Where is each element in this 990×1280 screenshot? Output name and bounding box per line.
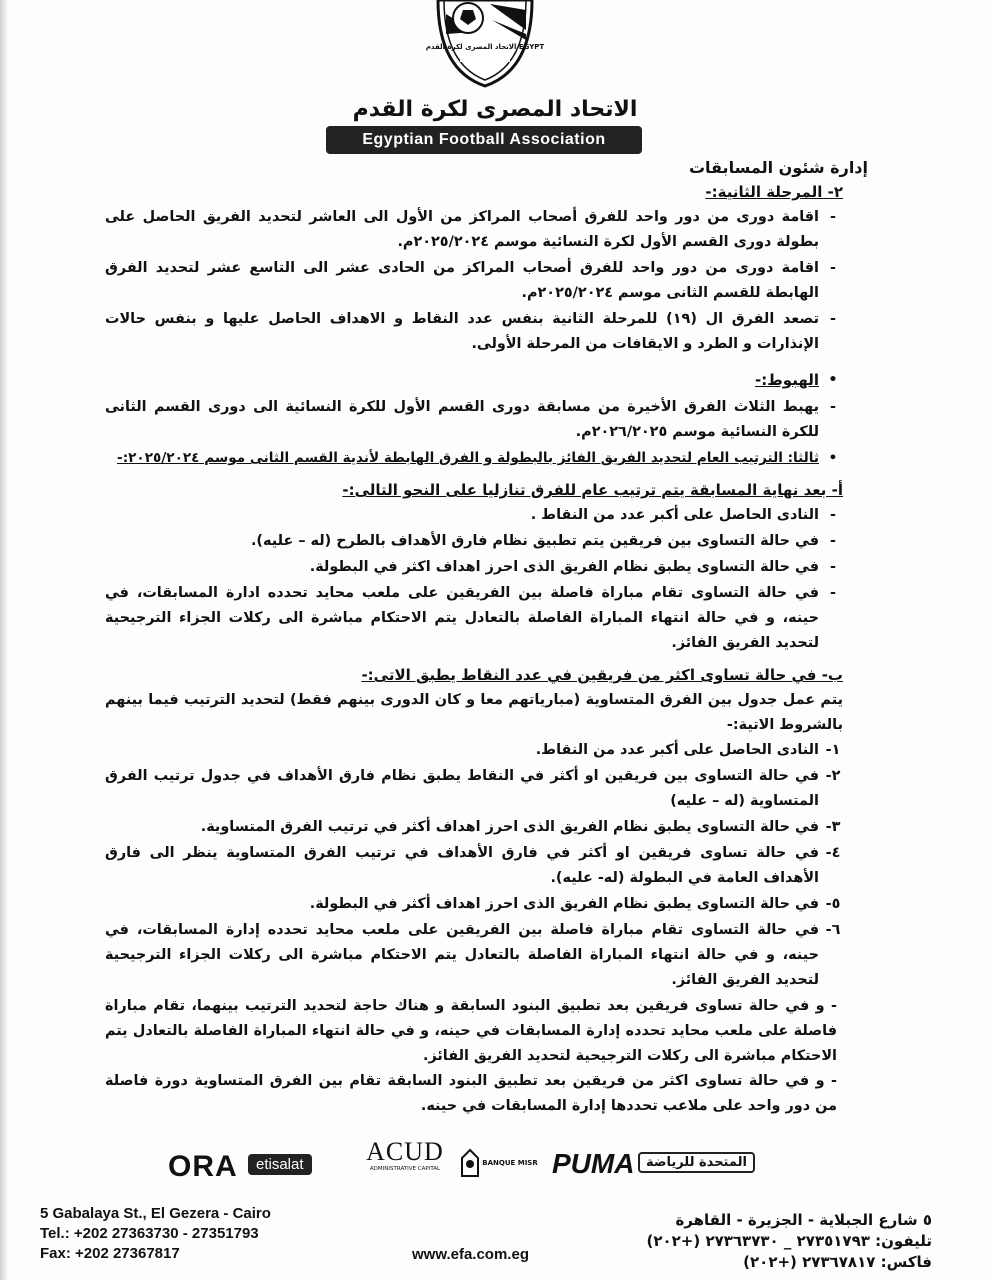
footer-address-en: 5 Gabalaya St., El Gezera - Cairo — [40, 1205, 271, 1222]
section-b-item: ٤- في حالة تساوى فريقين او أكثر في فارق الأهداف في ترتيب الفرق المتساوية ينظر الى فارق الأهداف العامة في البطولة (له- عليه). — [105, 845, 841, 886]
section-b-item: ٢- في حالة التساوى بين فريقين او أكثر في النقاط يطبق نظام فارق الأهداف في جدول ترتيب الفرق المتساوية (له – عليه) — [105, 768, 841, 809]
document-body — [105, 180, 843, 1119]
section-b-item: ٥- في حالة التساوى يطبق نظام الفريق الذى احرز اهداف أكثر في البطولة. — [309, 896, 841, 912]
footer-contact-ar — [646, 1210, 932, 1273]
section-a-item: - في حالة التساوى بين فريقين يتم تطبيق نظام فارق الأهداف بالطرح (له – عليه). — [250, 533, 836, 549]
efa-logo-icon — [425, 0, 545, 88]
footer-fax-ar: فاكس: ٢٧٣٦٧٨١٧ (+٢٠٢) — [743, 1253, 932, 1271]
relegation-item: - يهبط الثلاث الفرق الأخيرة من مسابقة دورى القسم الأول للكرة النسائية الى دورى القسم الثانى للكرة النسائية موسم ٢٠٢٦/٢٠٢٥م. — [105, 399, 836, 440]
footer-address-ar: ٥ شارع الجبلاية - الجزيرة - القاهرة — [675, 1211, 932, 1229]
footer-fax-en: Fax: +202 27367817 — [40, 1245, 180, 1262]
org-name-arabic: الاتحاد المصرى لكرة القدم — [352, 97, 638, 122]
banque-misr-icon — [458, 1148, 482, 1178]
logo-text: الاتحاد المصرى لكرة القدم EGYPT — [425, 43, 545, 51]
ora-logo: ORA — [168, 1150, 238, 1183]
footer-website[interactable]: www.efa.com.eg — [412, 1246, 529, 1263]
sponsors-bar — [160, 1138, 860, 1196]
scan-edge-shadow — [0, 0, 8, 1280]
third-section-heading: • ثالثا: الترتيب العام لتحديد الفريق الفائز بالبطولة و الفرق الهابطة لأندية القسم الثانى موسم ٢٠٢٥/٢٠٢٤:- — [117, 450, 838, 466]
stage2-item: - تصعد الفرق ال (١٩) للمرحلة الثانية بنفس عدد النقاط و الاهداف الحاصل عليها و بنفس حالات الإنذارات و الطرد و الايقافات من المرحلة الأولى. — [105, 311, 836, 352]
banque-misr-logo: BANQUE MISR — [458, 1148, 538, 1178]
puma-logo: PUMA — [552, 1148, 635, 1179]
section-b-item: ١- النادى الحاصل على أكبر عدد من النقاط. — [535, 742, 841, 758]
relegation-heading: • الهبوط:- — [754, 371, 838, 389]
acud-logo: ACUD ADMINISTRATIVE CAPITAL — [366, 1137, 444, 1172]
section-b-item: ٣- في حالة التساوى يطبق نظام الفريق الذى احرز اهداف أكثر في ترتيب الفرق المتساوية. — [200, 819, 841, 835]
stage2-title: ٢- المرحلة الثانية:- — [705, 183, 843, 201]
footer-contact-en — [40, 1204, 271, 1264]
etisalat-logo: etisalat — [248, 1154, 312, 1175]
section-b-item: ٦- في حالة التساوى تقام مباراة فاصلة بين الفريقين على ملعب محايد تحدده إدارة المسابقات، في حينه، و في حالة انتهاء المباراة الفاصلة بالتعادل يتم الاحتكام مباشرة الى ركلات الجزاء الترجيحية لتحديد الفريق الفائز. — [105, 922, 841, 988]
org-name-english: Egyptian Football Association — [326, 126, 642, 154]
section-a-item: - في حالة التساوى تقام مباراة فاصلة بين الفريقين على ملعب محايد تحدده ادارة المسابقات، في حينه، و في حالة انتهاء المباراة الفاصلة بالتعادل يتم الاحتكام مباشرة الى ركلات الجزاء الترجيحية لتحديد الفريق الفائز. — [105, 585, 836, 651]
department-title: إدارة شئون المسابقات — [688, 158, 868, 177]
section-b-paragraph: - و في حالة تساوى اكثر من فريقين بعد تطبيق البنود السابقة تقام بين الفرق المتساوية دورة فاصلة من دور واحد على ملاعب تحددها إدارة المسابقات في حينه. — [105, 1073, 838, 1114]
footer-tel-ar: تليفون: ٢٧٣٥١٧٩٣ _ ٢٧٣٦٣٧٣٠ (+٢٠٢) — [646, 1232, 932, 1250]
section-a-item: - النادى الحاصل على أكبر عدد من النقاط . — [530, 507, 836, 523]
section-a-title: أ- بعد نهاية المسابقة يتم ترتيب عام للفرق تنازليا على النحو التالى:- — [342, 481, 843, 499]
stage2-item: - اقامة دورى من دور واحد للفرق أصحاب المراكز من الأول الى العاشر لتحديد الفريق الحاصل على بطولة دورى القسم الأول لكرة النسائية موسم ٢٠٢٥/٢٠٢٤م. — [105, 209, 836, 250]
section-b-paragraph: - و في حالة تساوى فريقين بعد تطبيق البنود السابقة و هناك حاجة لتحديد الترتيب بينهما، تقام مباراة فاصلة على ملعب محايد تحدده إدارة المسابقات في حينه، و في حالة انتهاء المباراة الفاصلة بالتعادل يتم الاحتكام مباشرة الى ركلات الترجيحية لتحديد الفريق الفائز. — [105, 998, 838, 1064]
section-a-item: - في حالة التساوى يطبق نظام الفريق الذى احرز اهداف اكثر في البطولة. — [309, 559, 836, 575]
ministry-logo: المتحدة للرياضة — [638, 1152, 755, 1173]
stage2-item: - اقامة دورى من دور واحد للفرق أصحاب المراكز من الحادى عشر الى التاسع عشر لتحديد الفرق الهابطة للقسم الثانى موسم ٢٠٢٥/٢٠٢٤م. — [105, 260, 836, 301]
section-b-intro: يتم عمل جدول بين الفرق المتساوية (مبارياتهم معا و كان الدورى بينهم فقط) لتحديد الترتيب فيما بينهم بالشروط الاتية:- — [105, 692, 843, 733]
footer-tel-en: Tel.: +202 27363730 - 27351793 — [40, 1225, 259, 1242]
section-b-title: ب- في حالة تساوى اكثر من فريقين في عدد النقاط يطبق الاتى:- — [361, 666, 843, 684]
